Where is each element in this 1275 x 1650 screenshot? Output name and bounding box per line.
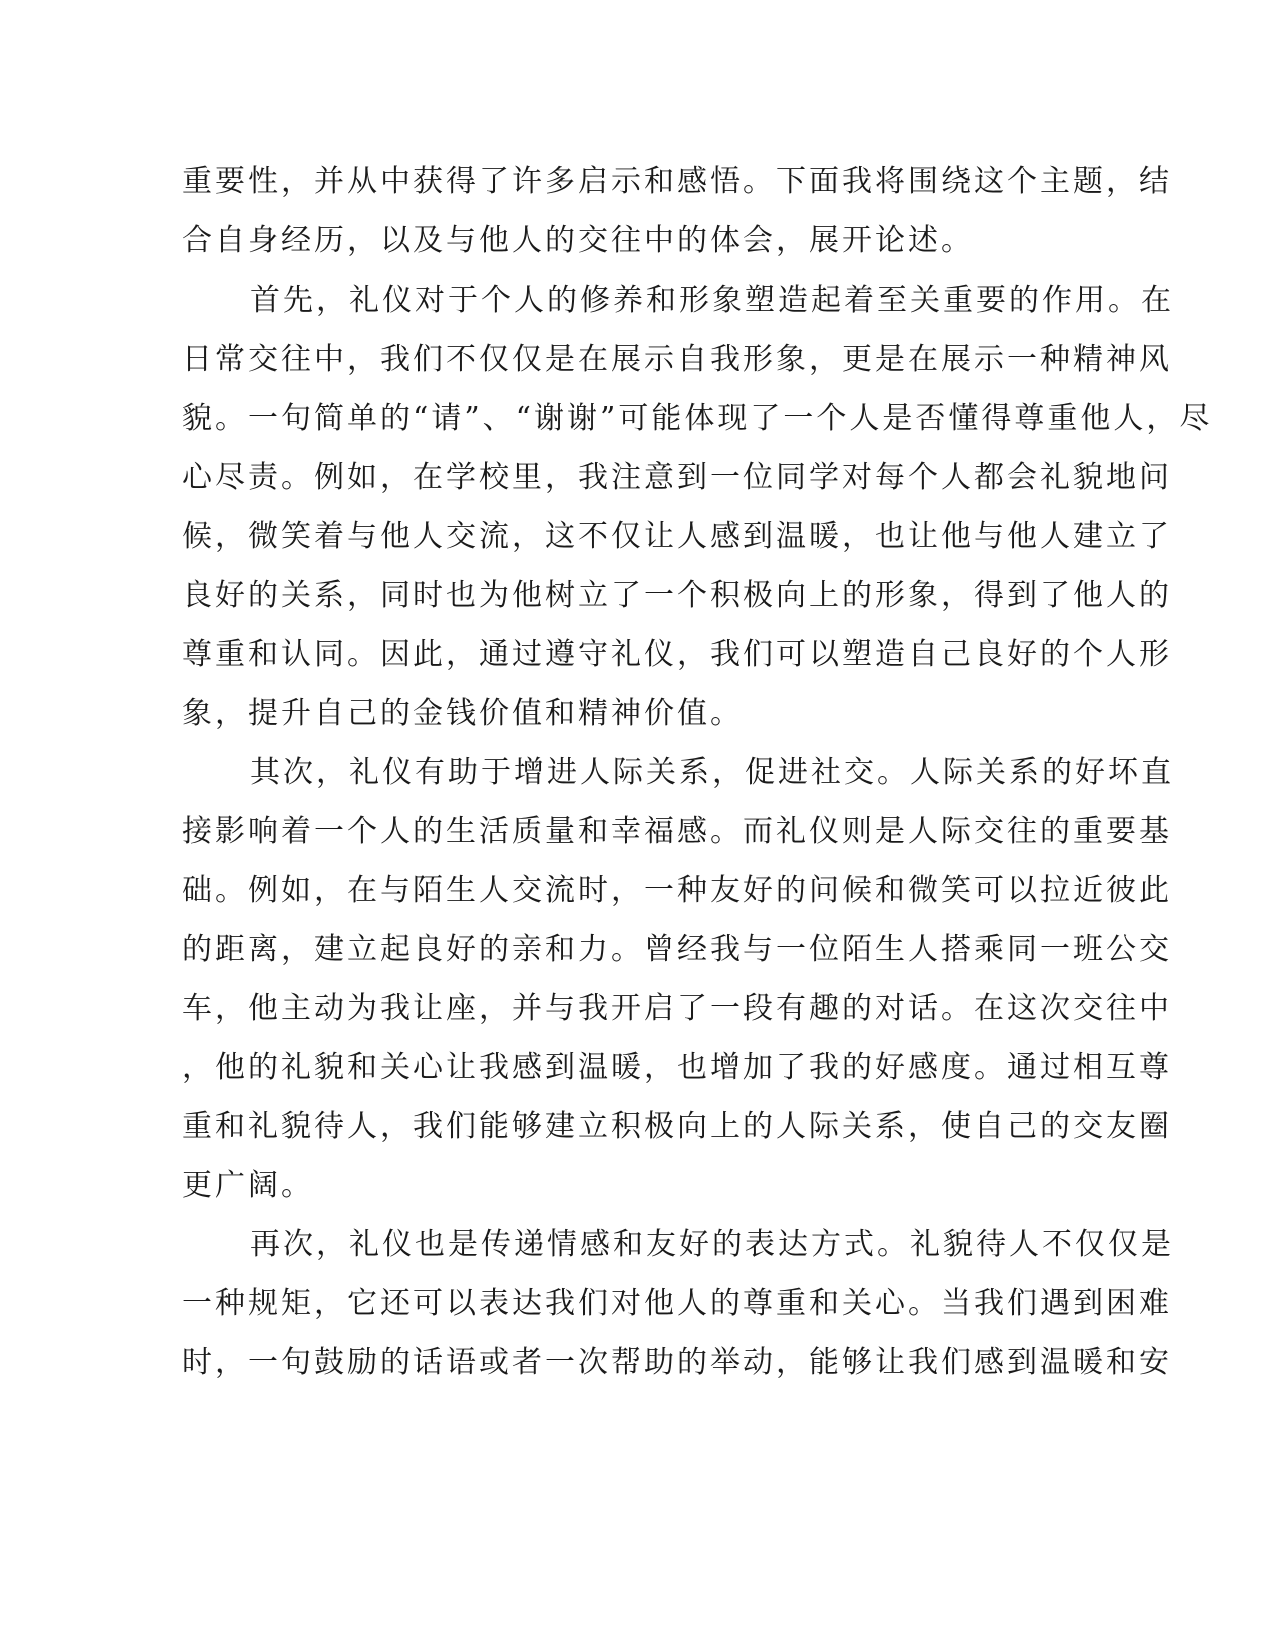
text-line: 象，提升自己的金钱价值和精神价值。 bbox=[182, 696, 743, 731]
text-line: 时，一句鼓励的话语或者一次帮助的举动，能够让我们感到温暖和安 bbox=[182, 1345, 1172, 1380]
text-line: 一种规矩，它还可以表达我们对他人的尊重和关心。当我们遇到困难 bbox=[182, 1286, 1172, 1321]
text-line: 重和礼貌待人，我们能够建立积极向上的人际关系，使自己的交友圈 bbox=[182, 1109, 1172, 1144]
text-line: 良好的关系，同时也为他树立了一个积极向上的形象，得到了他人的 bbox=[182, 578, 1172, 613]
text-line: 候，微笑着与他人交流，这不仅让人感到温暖，也让他与他人建立了 bbox=[182, 519, 1172, 554]
text-line: 础。例如，在与陌生人交流时，一种友好的问候和微笑可以拉近彼此 bbox=[182, 873, 1172, 908]
text-line: 接影响着一个人的生活质量和幸福感。而礼仪则是人际交往的重要基 bbox=[182, 814, 1172, 849]
text-line: 心尽责。例如，在学校里，我注意到一位同学对每个人都会礼貌地问 bbox=[182, 460, 1172, 495]
text-line: 车，他主动为我让座，并与我开启了一段有趣的对话。在这次交往中 bbox=[182, 991, 1172, 1026]
paragraph-first-line: 再次，礼仪也是传递情感和友好的表达方式。礼貌待人不仅仅是 bbox=[250, 1227, 1174, 1262]
paragraph-first-line: 首先，礼仪对于个人的修养和形象塑造起着至关重要的作用。在 bbox=[250, 283, 1174, 318]
text-line: 更广阔。 bbox=[182, 1168, 314, 1203]
paragraph-first-line: 其次，礼仪有助于增进人际关系，促进社交。人际关系的好坏直 bbox=[250, 755, 1174, 790]
text-line: 貌。一句简单的“请”、“谢谢”可能体现了一个人是否懂得尊重他人，尽 bbox=[182, 401, 1213, 436]
text-line: 尊重和认同。因此，通过遵守礼仪，我们可以塑造自己良好的个人形 bbox=[182, 637, 1172, 672]
text-line: 合自身经历，以及与他人的交往中的体会，展开论述。 bbox=[182, 223, 974, 258]
text-line: ，他的礼貌和关心让我感到温暖，也增加了我的好感度。通过相互尊 bbox=[182, 1050, 1172, 1085]
text-line: 的距离，建立起良好的亲和力。曾经我与一位陌生人搭乘同一班公交 bbox=[182, 932, 1172, 967]
text-line: 重要性，并从中获得了许多启示和感悟。下面我将围绕这个主题，结 bbox=[182, 164, 1172, 199]
text-line: 日常交往中，我们不仅仅是在展示自我形象，更是在展示一种精神风 bbox=[182, 342, 1172, 377]
